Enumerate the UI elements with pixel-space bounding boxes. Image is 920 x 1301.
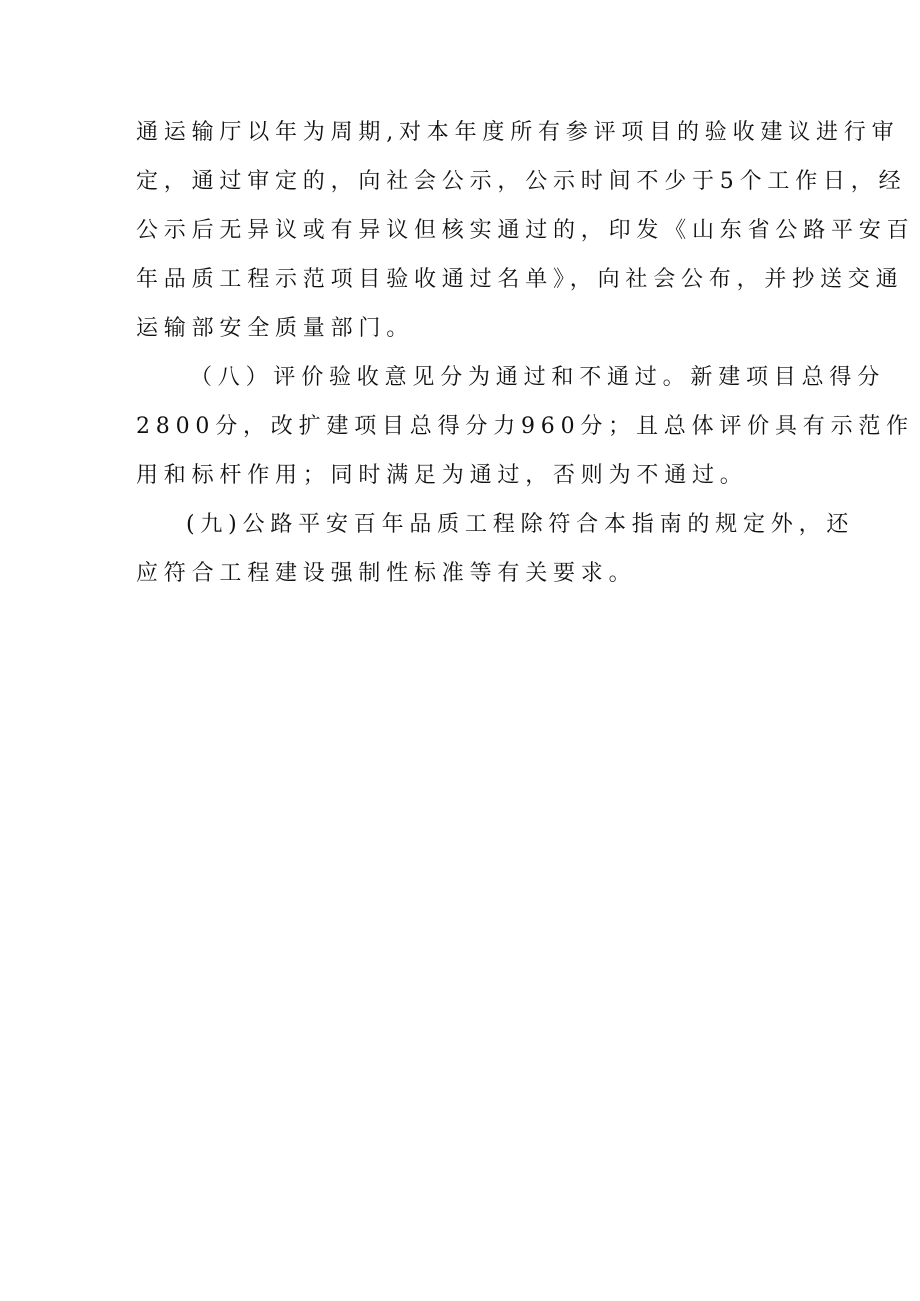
item-9-line: 应符合工程建设强制性标准等有关要求。 bbox=[136, 561, 637, 586]
item-8-line: （八）评价验收意见分为通过和不通过。新建项目总得分 bbox=[190, 365, 886, 390]
paragraph-line: 通运输厅以年为周期,对本年度所有参评项目的验收建议进行审 bbox=[136, 120, 900, 145]
item-8-line: 2800分，改扩建项目总得分力960分；且总体评价具有示范作 bbox=[136, 414, 914, 439]
item-8-line: 用和标杆作用；同时满足为通过，否则为不通过。 bbox=[136, 463, 748, 488]
paragraph-line: 公示后无异议或有异议但核实通过的，印发《山东省公路平安百 bbox=[136, 218, 915, 243]
paragraph-line: 运输部安全质量部门。 bbox=[136, 316, 415, 341]
item-9-line: (九)公路平安百年品质工程除符合本指南的规定外，还 bbox=[186, 512, 855, 537]
paragraph-line: 定，通过审定的，向社会公示，公示时间不少于5个工作日，经 bbox=[136, 169, 907, 194]
paragraph-line: 年品质工程示范项目验收通过名单》，向社会公布，并抄送交通 bbox=[136, 267, 904, 292]
